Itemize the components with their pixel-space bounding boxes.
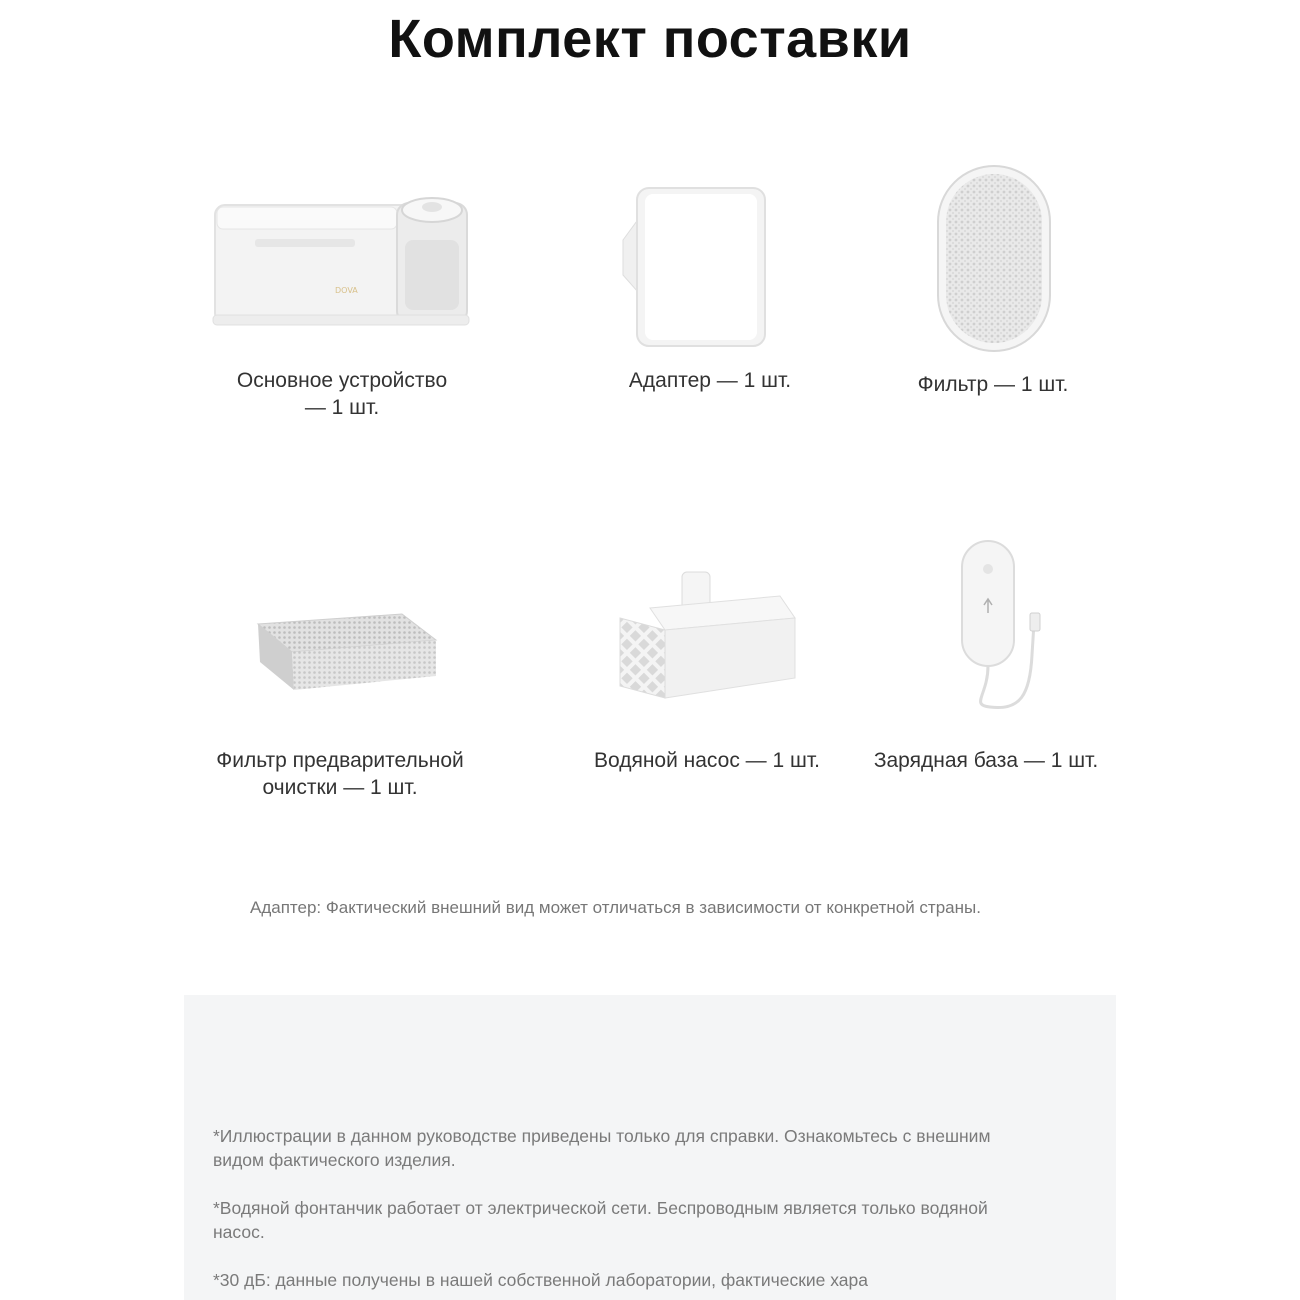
prefilter-caption: Фильтр предварительной очистки — 1 шт. (216, 749, 464, 799)
power-adapter-image (615, 180, 775, 350)
page-title: Комплект поставки (388, 9, 912, 69)
charging-base-image (950, 535, 1060, 715)
adapter-caption: Адаптер — 1 шт. (628, 369, 792, 392)
disclaimer-power: *Водяной фонтанчик работает от электрической сети. Беспроводным является только водяной насос. (213, 1198, 988, 1242)
main-device-caption: Основное устройство — 1 шт. (236, 369, 448, 419)
filter-pad-image (930, 160, 1060, 355)
adapter-note: Адаптер: Фактический внешний вид может отличаться в зависимости от конкретной страны. (250, 898, 981, 917)
svg-text:DOVA: DOVA (335, 286, 358, 295)
filter-caption: Фильтр — 1 шт. (917, 373, 1069, 396)
charging-base-caption: Зарядная база — 1 шт. (873, 749, 1099, 772)
fade-overlay (940, 1265, 1116, 1300)
water-pump-image (610, 568, 800, 718)
disclaimer-illustrations: *Иллюстрации в данном руководстве приведены только для справки. Ознакомьтесь с внешним видом фактического изделия. (213, 1126, 991, 1170)
foam-sponge-image (252, 600, 442, 700)
fountain-device-image (205, 185, 485, 335)
water-pump-caption: Водяной насос — 1 шт. (593, 749, 821, 772)
disclaimer-noise: *30 дБ: данные получены в нашей собственной лаборатории, фактические хара (213, 1270, 869, 1290)
